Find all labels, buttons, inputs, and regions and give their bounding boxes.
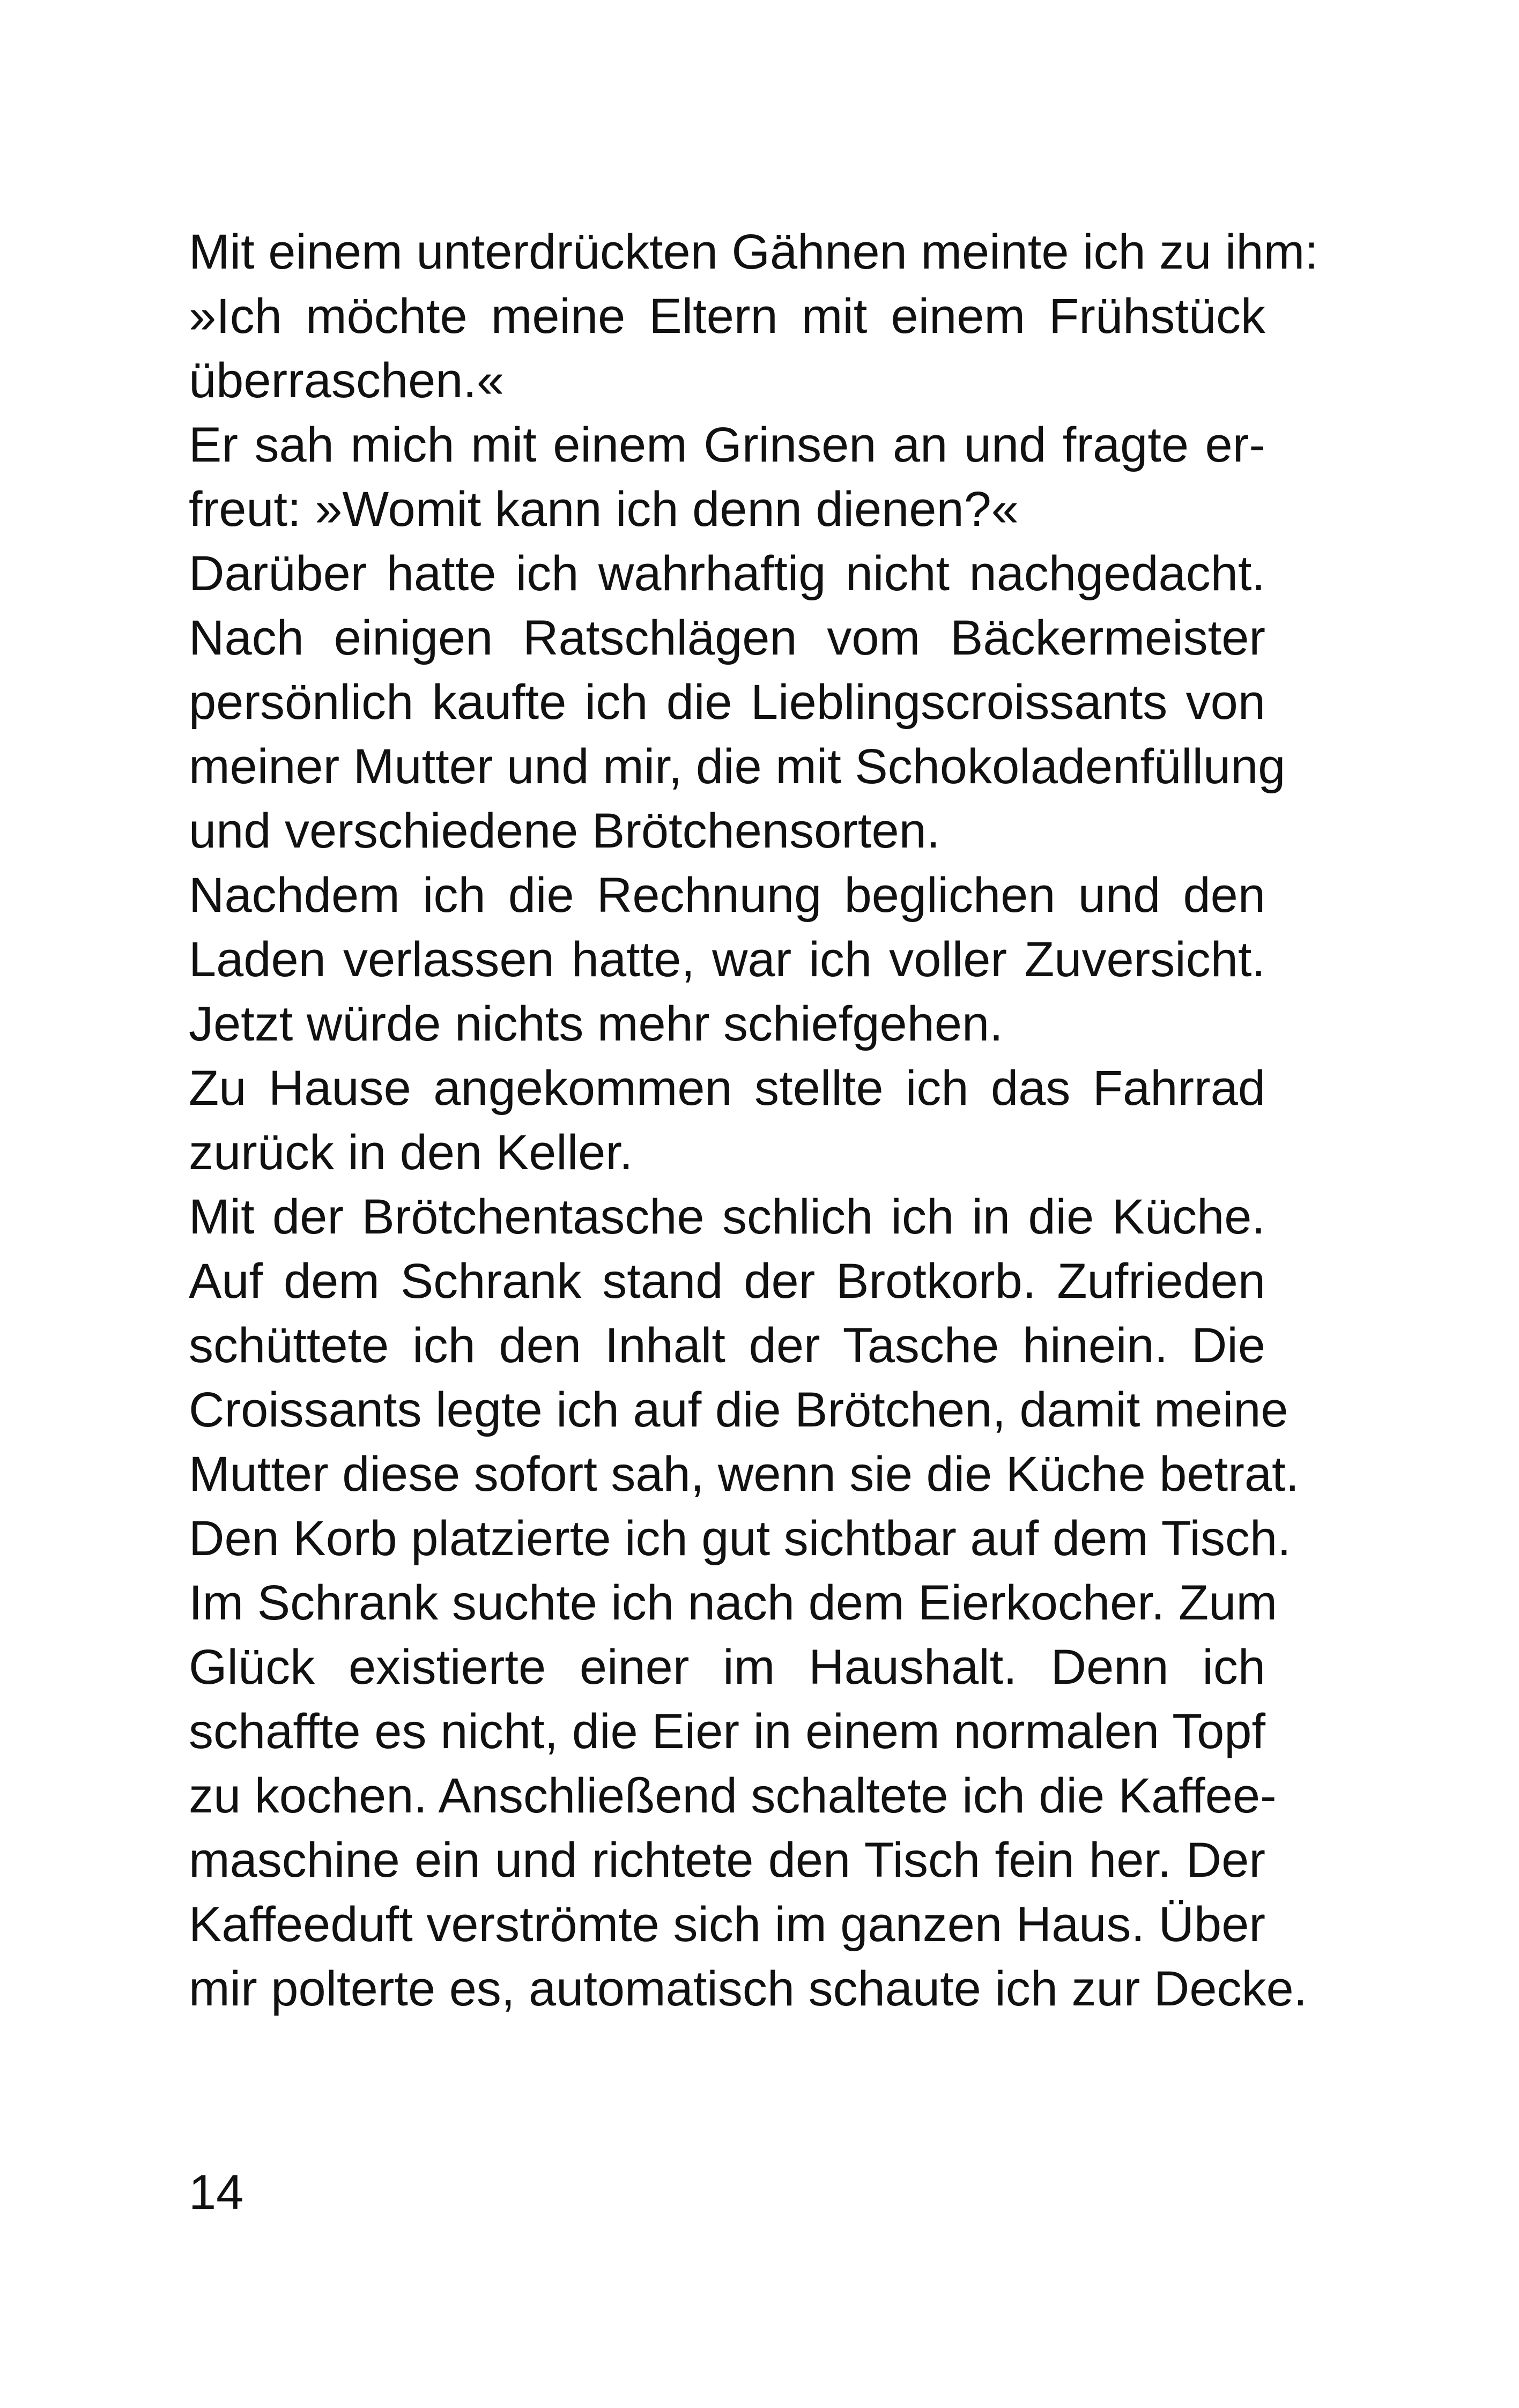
text-line: Kaffeeduft verströmte sich im ganzen Haus. Über xyxy=(189,1897,1265,1952)
text-line: Laden verlassen hatte, war ich voller Zuversicht. xyxy=(189,932,1265,987)
text-line: freut: »Womit kann ich denn dienen?« xyxy=(189,482,1019,537)
text-line: Den Korb platzierte ich gut sichtbar auf dem Tisch. xyxy=(189,1511,1291,1566)
text-line: Mit der Brötchentasche schlich ich in die Küche. xyxy=(189,1190,1265,1244)
text-line: meiner Mutter und mir, die mit Schokoladenfüllung xyxy=(189,739,1286,794)
text-line: zu kochen. Anschließend schaltete ich die Kaffee- xyxy=(189,1768,1277,1823)
text-line: Er sah mich mit einem Grinsen an und fragte er- xyxy=(189,418,1265,472)
text-line: Glück existierte einer im Haushalt. Denn ich xyxy=(189,1640,1265,1694)
text-line: persönlich kaufte ich die Lieblingscroissants von xyxy=(189,675,1265,730)
text-line: Nach einigen Ratschlägen vom Bäckermeister xyxy=(189,611,1265,665)
text-line: »Ich möchte meine Eltern mit einem Frühstück xyxy=(189,289,1265,344)
text-line: Mutter diese sofort sah, wenn sie die Küche betrat. xyxy=(189,1447,1300,1502)
page-body-text xyxy=(189,220,1318,2021)
text-line: Im Schrank suchte ich nach dem Eierkocher. Zum xyxy=(189,1575,1277,1630)
text-line: Nachdem ich die Rechnung beglichen und den xyxy=(189,868,1265,923)
text-line: Jetzt würde nichts mehr schiefgehen. xyxy=(189,997,1003,1051)
text-line: Mit einem unterdrückten Gähnen meinte ich zu ihm: xyxy=(189,225,1318,279)
text-line: Darüber hatte ich wahrhaftig nicht nachgedacht. xyxy=(189,546,1265,601)
text-line: maschine ein und richtete den Tisch fein her. Der xyxy=(189,1833,1265,1887)
text-line: überraschen.« xyxy=(189,353,505,408)
page-number: 14 xyxy=(189,2165,244,2220)
text-line: zurück in den Keller. xyxy=(189,1125,633,1180)
text-line: schüttete ich den Inhalt der Tasche hinein. Die xyxy=(189,1318,1265,1373)
text-line: und verschiedene Brötchensorten. xyxy=(189,804,940,858)
text-line: schaffte es nicht, die Eier in einem normalen Topf xyxy=(189,1704,1265,1759)
text-line: Croissants legte ich auf die Brötchen, damit meine xyxy=(189,1383,1288,1437)
text-line: Zu Hause angekommen stellte ich das Fahrrad xyxy=(189,1061,1265,1116)
text-line: mir polterte es, automatisch schaute ich zur Decke. xyxy=(189,1961,1308,2016)
text-line: Auf dem Schrank stand der Brotkorb. Zufrieden xyxy=(189,1254,1265,1309)
